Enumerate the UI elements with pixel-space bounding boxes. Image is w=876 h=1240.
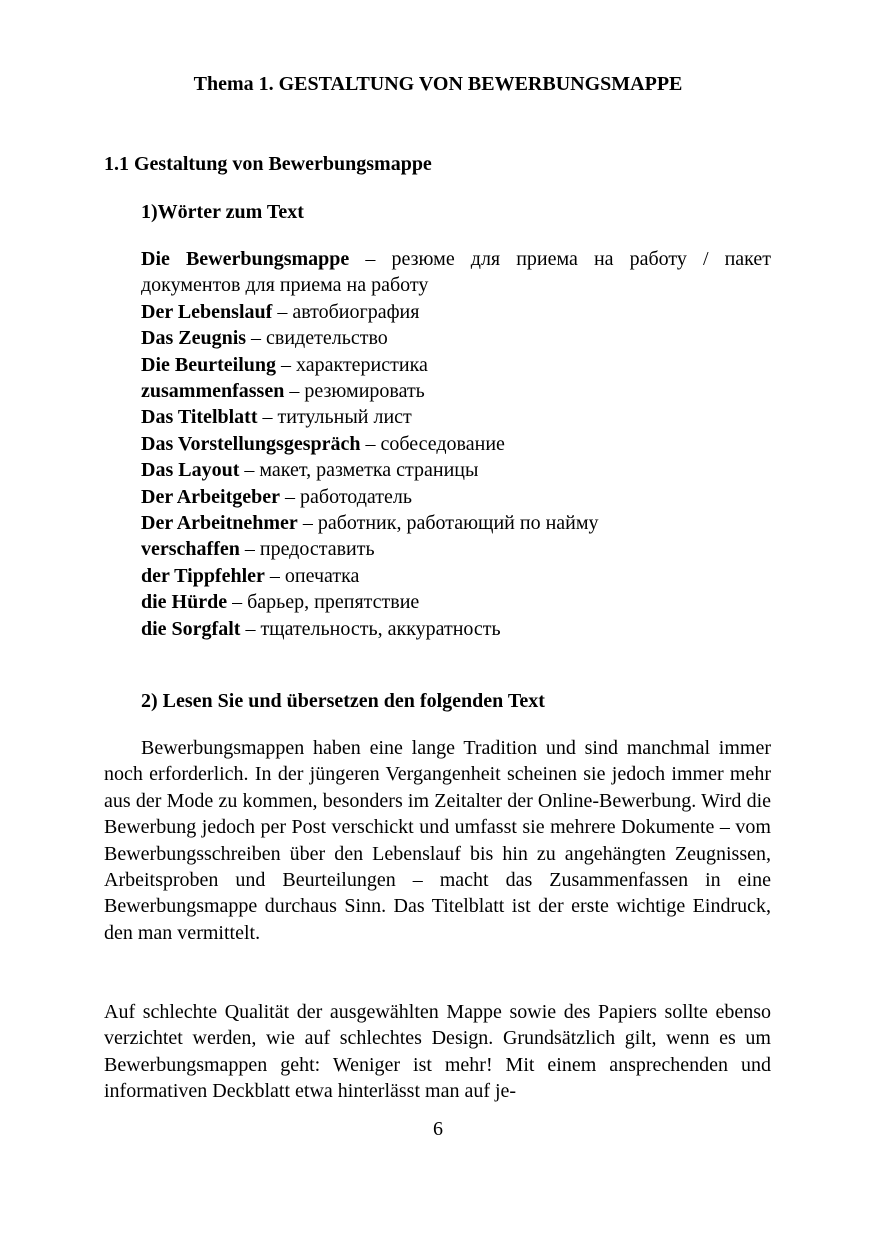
vocabulary-term: Der Lebenslauf <box>141 300 273 323</box>
vocabulary-translation: – работник, работающий по найму <box>297 512 599 535</box>
vocabulary-term: der Tippfehler <box>141 564 265 587</box>
vocabulary-item <box>141 246 771 299</box>
vocabulary-translation: – тщательность, аккуратность <box>240 617 501 640</box>
vocabulary-translation: – работодатель <box>280 485 412 508</box>
words-heading: 1)Wörter zum Text <box>141 201 304 223</box>
vocabulary-translation: – резюме для приема на работу / пакет документов для приема на работу <box>141 248 771 297</box>
vocabulary-item <box>141 589 771 615</box>
vocabulary-item <box>141 510 771 536</box>
vocabulary-translation: – барьер, препятствие <box>227 591 420 614</box>
vocabulary-term: Der Arbeitgeber <box>141 485 281 508</box>
vocabulary-item <box>141 563 771 589</box>
vocabulary-translation: – свидетельство <box>246 327 388 350</box>
body-paragraph: Auf schlechte Qualität der ausgewählten Mappe sowie des Papiers sollte ebenso verzichtet werden, wie auf schlechtes Design. Grundsätzlich gilt, wenn es um Bewerbungsmappen geht: Weniger ist mehr! Mit einem ansprechenden und informativen Deckblatt etwa hinterlässt man auf je- <box>104 1001 771 1103</box>
vocabulary-translation: – собеседование <box>360 432 505 455</box>
vocabulary-item <box>141 325 771 351</box>
vocabulary-item <box>141 431 771 457</box>
vocabulary-term: zusammenfassen <box>141 380 285 403</box>
vocabulary-term: die Sorgfalt <box>141 617 241 640</box>
vocabulary-translation: – предоставить <box>239 538 375 561</box>
vocabulary-item <box>141 378 771 404</box>
vocabulary-translation: – характеристика <box>276 353 428 376</box>
vocabulary-translation: – автобиография <box>272 300 420 323</box>
vocabulary-term: Das Vorstellungsgespräch <box>141 432 361 455</box>
vocabulary-term: Die Bewerbungsmappe <box>141 248 350 270</box>
vocabulary-translation: – макет, разметка страницы <box>239 459 479 482</box>
vocabulary-list <box>141 246 771 642</box>
vocabulary-translation: – титульный лист <box>257 406 412 429</box>
vocabulary-translation: – опечатка <box>264 564 360 587</box>
body-paragraph: Bewerbungsmappen haben eine lange Tradition und sind manchmal immer noch erforderlich. In der jüngeren Vergangenheit scheinen sie jedoch immer mehr aus der Mode zu kommen, besonders im Zeitalter der Online-Bewerbung. Wird die Bewerbung jedoch per Post verschickt und umfasst sie mehrere Dokumente – vom Bewerbungsschreiben über den Lebenslauf bis hin zu angehängten Zeugnissen, Arbeitsproben und Beurteilungen – macht das Zusammenfassen in eine Bewerbungsmappe durchaus Sinn. Das Titelblatt ist der erste wichtige Eindruck, den man vermittelt. <box>104 737 771 944</box>
vocabulary-term: Das Titelblatt <box>141 406 258 429</box>
section-heading: 1.1 Gestaltung von Bewerbungsmappe <box>104 153 432 175</box>
reading-heading: 2) Lesen Sie und übersetzen den folgenden Text <box>141 690 545 712</box>
vocabulary-item <box>141 536 771 562</box>
vocabulary-term: Der Arbeitnehmer <box>141 512 298 535</box>
vocabulary-item <box>141 352 771 378</box>
vocabulary-item <box>141 404 771 430</box>
vocabulary-item <box>141 457 771 483</box>
vocabulary-term: die Hürde <box>141 591 228 614</box>
vocabulary-item <box>141 484 771 510</box>
vocabulary-term: Die Beurteilung <box>141 353 276 376</box>
vocabulary-term: verschaffen <box>141 538 240 561</box>
vocabulary-term: Das Zeugnis <box>141 327 247 350</box>
vocabulary-item <box>141 616 771 642</box>
page-number: 6 <box>433 1118 443 1140</box>
page-title: Thema 1. GESTALTUNG VON BEWERBUNGSMAPPE <box>193 73 683 95</box>
vocabulary-term: Das Layout <box>141 459 240 482</box>
vocabulary-translation: – резюмировать <box>284 380 425 403</box>
vocabulary-item <box>141 299 771 325</box>
